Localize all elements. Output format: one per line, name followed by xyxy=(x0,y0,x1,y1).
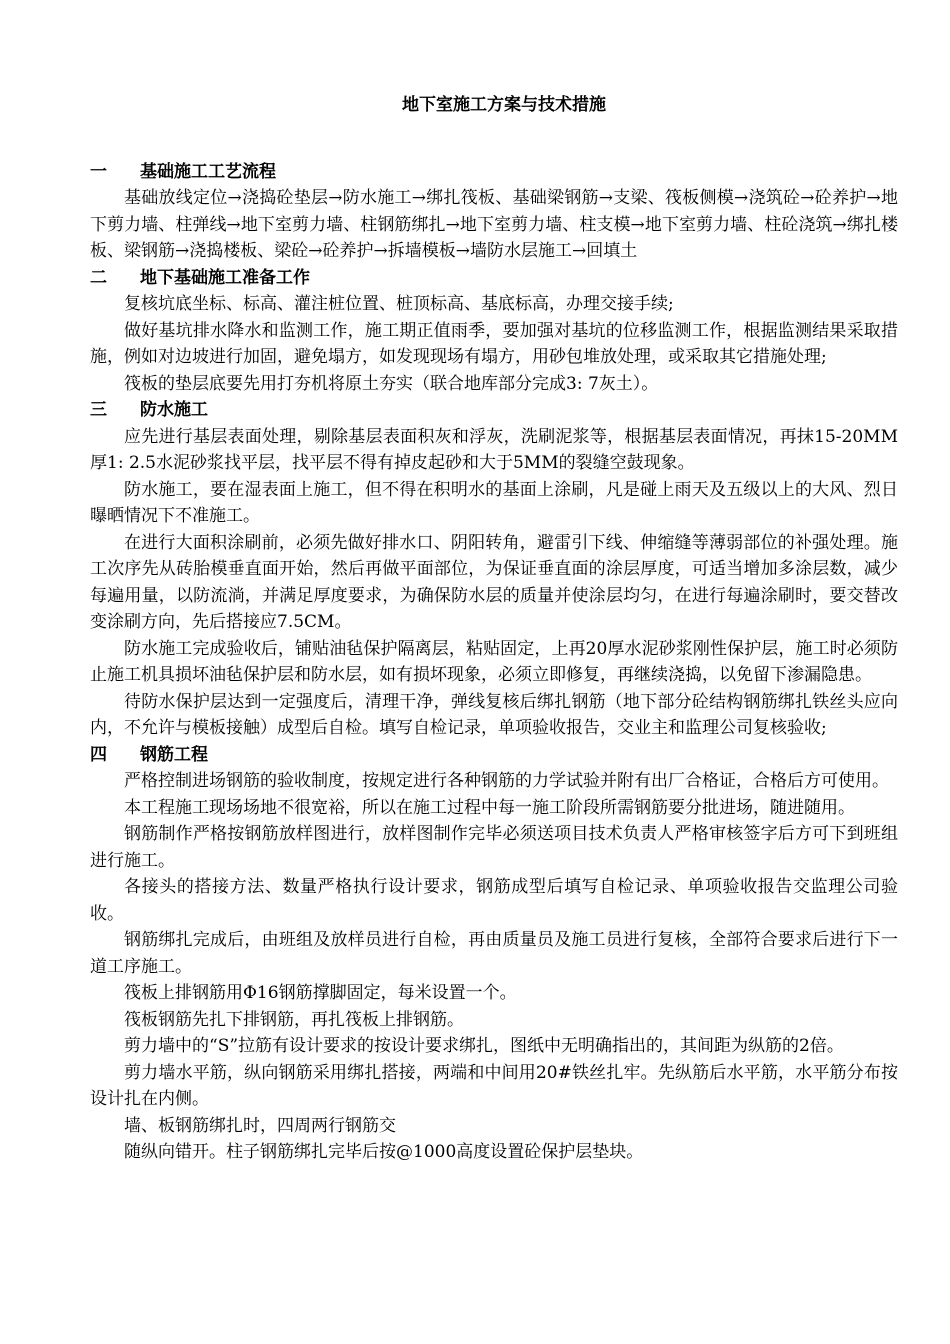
paragraph: 本工程施工现场场地不很宽裕，所以在施工过程中每一施工阶段所需钢筋要分批进场，随进随用。 xyxy=(124,797,855,818)
paragraph: 各接头的搭接方法、数量严格执行设计要求，钢筋成型后填写自检记录、单项验收报告交监理公司验收。 xyxy=(90,877,898,924)
paragraph: 随纵向错开。柱子钢筋绑扎完毕后按@1000高度设置砼保护层垫块。 xyxy=(124,1142,644,1162)
paragraph: 应先进行基层表面处理，剔除基层表面积灰和浮灰，洗刷泥浆等，根据基层表面情况，再抹15-20MM厚1: 2.5水泥砂浆找平层，找平层不得有掉皮起砂和大于5MM的裂缝空鼓现象。 xyxy=(90,426,898,473)
section-number: 三 xyxy=(90,400,107,420)
section-heading xyxy=(90,397,898,424)
paragraph: 筏板的垫层底要先用打夯机将原土夯实（联合地库部分完成3: 7灰土）。 xyxy=(124,373,659,394)
section-number: 一 xyxy=(90,161,107,182)
page-title: 地下室施工方案与技术措施 xyxy=(402,95,606,115)
paragraph: 剪力墙中的“S”拉筋有设计要求的按设计要求绑扎，图纸中无明确指出的，其间距为纵筋的2倍。 xyxy=(124,1036,844,1056)
paragraph: 复核坑底坐标、标高、灌注桩位置、桩顶标高、基底标高，办理交接手续; xyxy=(124,294,674,314)
paragraph: 钢筋绑扎完成后，由班组及放样员进行自检，再由质量员及施工员进行复核，全部符合要求后进行下一道工序施工。 xyxy=(90,930,898,977)
paragraph: 钢筋制作严格按钢筋放样图进行，放样图制作完毕必须送项目技术负责人严格审核签字后方可下到班组进行施工。 xyxy=(90,824,898,871)
section-title: 基础施工工艺流程 xyxy=(140,161,276,182)
document-page xyxy=(90,92,898,1166)
section-heading xyxy=(90,265,898,292)
section-heading xyxy=(90,159,898,186)
section-number: 四 xyxy=(90,744,107,765)
paragraph: 在进行大面积涂刷前，必须先做好排水口、阴阳转角，避雷引下线、伸缩缝等薄弱部位的补强处理。施工次序先从砖胎模垂直面开始，然后再做平面部位，为保证垂直面的涂层厚度，可适当增加多涂层数，减少每遍用量，以防流淌，并满足厚度要求，为确保防水层的质量并使涂层均匀，在进行每遍涂刷时，要交替改变涂刷方向，先后搭接应7.5CM。 xyxy=(90,532,898,632)
paragraph: 待防水保护层达到一定强度后，清理干净，弹线复核后绑扎钢筋（地下部分砼结构钢筋绑扎铁丝头应向内，不允许与模板接触）成型后自检。填写自检记录，单项验收报告，交业主和监理公司复核验收; xyxy=(90,691,898,738)
section-heading xyxy=(90,742,898,769)
section-title: 防水施工 xyxy=(140,400,208,420)
paragraph: 筏板上排钢筋用Φ16钢筋撑脚固定，每米设置一个。 xyxy=(124,983,517,1003)
paragraph: 筏板钢筋先扎下排钢筋，再扎筏板上排钢筋。 xyxy=(124,1009,464,1030)
paragraph: 剪力墙水平筋，纵向钢筋采用绑扎搭接，两端和中间用20#铁丝扎牢。先纵筋后水平筋，水平筋分布按设计扎在内侧。 xyxy=(90,1062,898,1109)
document-body xyxy=(90,159,898,1166)
paragraph: 严格控制进场钢筋的验收制度，按规定进行各种钢筋的力学试验并附有出厂合格证，合格后方可使用。 xyxy=(124,771,889,791)
paragraph: 基础放线定位→浇捣砼垫层→防水施工→绑扎筏板、基础梁钢筋→支梁、筏板侧模→浇筑砼→砼养护→地下剪力墙、柱弹线→地下室剪力墙、柱钢筋绑扎→地下室剪力墙、柱支模→地下室剪力墙、柱砼浇筑→绑扎楼板、梁钢筋→浇捣楼板、梁砼→砼养护→拆墙模板→墙防水层施工→回填土 xyxy=(90,188,898,261)
section-title: 地下基础施工准备工作 xyxy=(140,267,310,288)
section-number: 二 xyxy=(90,267,107,288)
paragraph: 防水施工，要在湿表面上施工，但不得在积明水的基面上涂刷，凡是碰上雨天及五级以上的大风、烈日曝晒情况下不准施工。 xyxy=(90,479,898,526)
section-title: 钢筋工程 xyxy=(140,744,208,765)
paragraph: 做好基坑排水降水和监测工作，施工期正值雨季，要加强对基坑的位移监测工作，根据监测结果采取措施，例如对边坡进行加固，避免塌方，如发现现场有塌方，用砂包堆放处理，或采取其它措施处理; xyxy=(90,320,898,367)
paragraph: 墙、板钢筋绑扎时，四周两行钢筋交 xyxy=(124,1115,396,1136)
paragraph: 防水施工完成验收后，铺贴油毡保护隔离层，粘贴固定，上再20厚水泥砂浆刚性保护层，施工时必须防止施工机具损坏油毡保护层和防水层，如有损坏现象，必须立即修复，再继续浇捣，以免留下渗漏隐患。 xyxy=(90,638,898,685)
